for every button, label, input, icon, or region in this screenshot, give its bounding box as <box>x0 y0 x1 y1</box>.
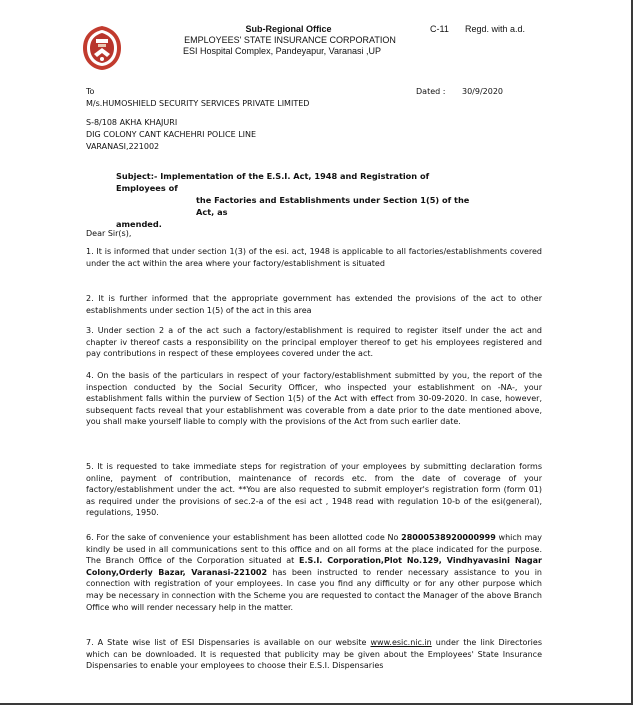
recipient-address-line-1: S-8/108 AKHA KHAJURI <box>86 118 178 127</box>
to-label: To <box>86 87 95 96</box>
subject-line-1: Subject:- Implementation of the E.S.I. Act, 1948 and Registration of Employees of <box>116 171 430 193</box>
paragraph-4: 4. On the basis of the particulars in respect of your factory/establishment submitted by you, the report of the inspection conducted by the Social Security Officer, who inspected your establishment on -NA-, your establishment falls within the purview of Section 1(5) of the Act with effect from 30-09-2020. In case, however, subsequent facts reveal that your establishment was coverable from a date prior to the date mentioned above, you shall make yourself liable to comply with the provisions of the Act from such earlier date. <box>86 371 542 427</box>
paragraph-7-end: under the link Directories which can be downloaded. It is requested that publicity may be given about the Employees' State Insurance Dispensaries to enable your employees to choose their E.S.I. Dispensaries <box>86 638 542 671</box>
website-link[interactable]: www.esic.nic.in <box>370 638 432 647</box>
office-title: Sub-Regional Office <box>245 24 332 34</box>
paragraph-7-intro: 7. A State wise list of ESI Dispensaries is available on our website <box>86 638 367 647</box>
paragraph-1: 1. It is informed that under section 1(3) of the esi. act, 1948 is applicable to all factories/establishments covered under the act within the area where your factory/establishment is situated <box>86 247 542 268</box>
esic-emblem-icon <box>80 24 124 72</box>
paragraph-7 <box>86 637 542 672</box>
paragraph-5: 5. It is requested to take immediate steps for registration of your employees by submitting declaration forms online, payment of contribution, maintenance of records etc. from the date of coverage of your factory/establishment under the act. **You are also requested to submit employer's registration form (form 01) as required under the provisions of sec.2-a of the esi act , 1948 read with regulation 10-b of the esi(general), regulations, 1950. <box>86 462 542 518</box>
recipient-name: M/s.HUMOSHIELD SECURITY SERVICES PRIVATE LIMITED <box>86 99 310 108</box>
date-value: 30/9/2020 <box>462 87 504 96</box>
registered-post-note: Regd. with a.d. <box>465 24 526 34</box>
subject-line-3: amended. <box>116 219 162 229</box>
branch-office-address: E.S.I. Corporation,Plot No.129, Vindhyavasini Nagar Colony,Orderly Bazar, Varanasi-221002 <box>86 556 543 577</box>
form-code: C-11 <box>430 24 449 34</box>
paragraph-6-intro: 6. For the sake of convenience your establishment has been allotted code No <box>86 533 399 542</box>
subject-line-2: the Factories and Establishments under Section 1(5) of the Act, as <box>196 195 470 217</box>
paragraph-2: 2. It is further informed that the appropriate government has extended the provisions of the act to other establishments under section 1(5) of the act in this area <box>86 294 542 315</box>
recipient-address-line-2: DIG COLONY CANT KACHEHRI POLICE LINE <box>86 130 257 139</box>
salutation: Dear Sir(s), <box>86 229 132 238</box>
date-label: Dated : <box>416 87 446 96</box>
employer-code: 28000538920000999 <box>401 533 496 542</box>
paragraph-6-middle: which may kindly be used in all communications sent to this office and on all forms at the place indicated for the purpose. The Branch Office of the Corporation situated at <box>86 533 543 566</box>
paragraph-6-end: has been instructed to render necessary assistance to you in connection with registration of your employees. In case you find any difficulty or for any other purpose which may be necessary in connection with the Scheme you are requested to contact the Manager of the above Branch Office who will render necessary help in the matter. <box>86 567 542 612</box>
recipient-address-line-3: VARANASI,221002 <box>86 142 160 151</box>
office-address: ESI Hospital Complex, Pandeyapur, Varanasi ,UP <box>183 46 381 56</box>
organization-name: EMPLOYEES' STATE INSURANCE CORPORATION <box>184 35 396 45</box>
paragraph-6 <box>86 532 542 613</box>
paragraph-3: 3. Under section 2 a of the act such a factory/establishment is required to register itself under the act and chapter iv thereof casts a responsibility on the principal employer thereof to get his employees registered and pay contributions in respect of these employees covered under the act. <box>86 326 542 359</box>
subject <box>116 170 471 230</box>
